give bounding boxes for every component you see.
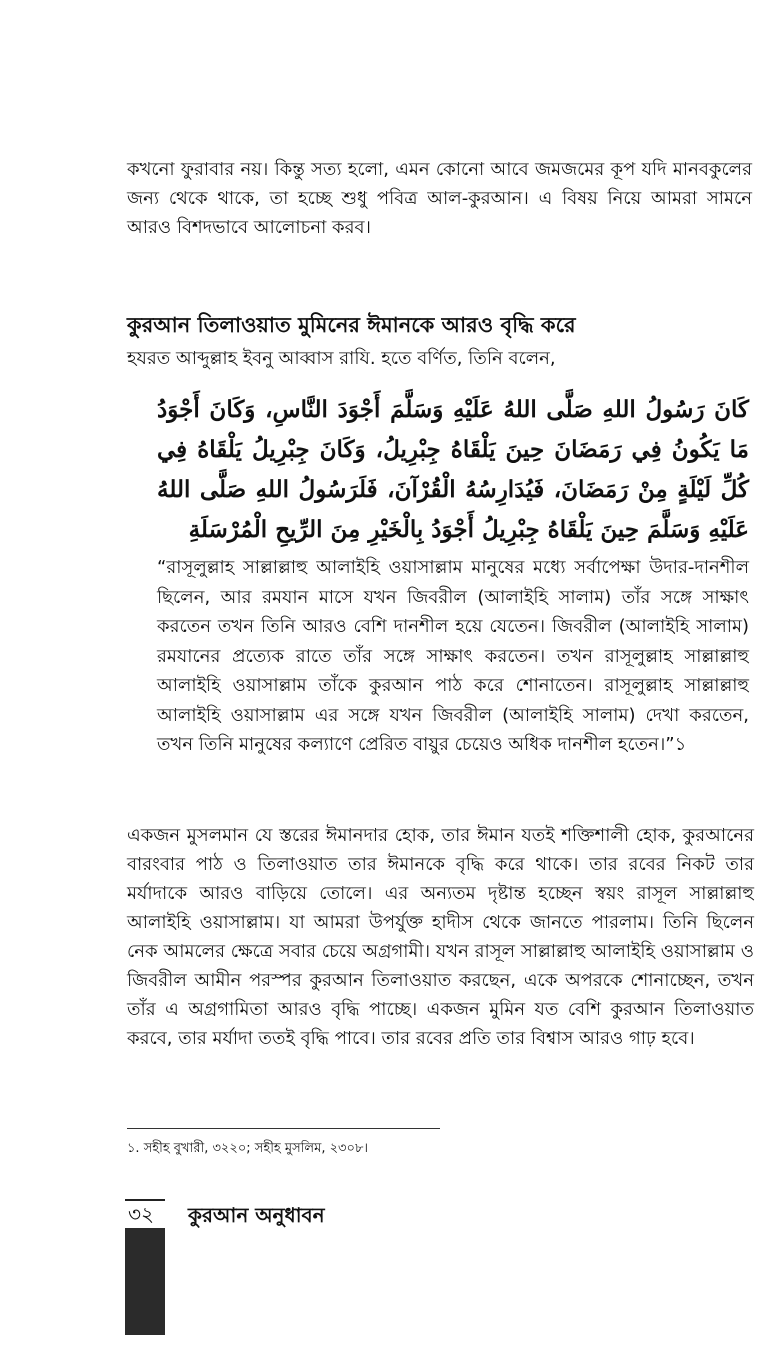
page-edge-tab xyxy=(125,1228,165,1335)
footnote-divider xyxy=(127,1128,440,1129)
hadith-narrator-line: হযরত আব্দুল্লাহ ইবনু আব্বাস রাযি. হতে বর্ণিত, তিনি বলেন, xyxy=(127,348,556,369)
footnote: ১. সহীহ বুখারী, ৩২২০; সহীহ মুসলিম, ২৩০৮। xyxy=(127,1141,369,1156)
running-footer-book-title: কুরআন অনুধাবন xyxy=(188,1203,325,1227)
page-number: ৩২ xyxy=(128,1202,155,1226)
main-paragraph: একজন মুসলমান যে স্তরের ঈমানদার হোক, তার ঈমান যতই শক্তিশালী হোক, কুরআনের বারংবার পাঠ ও তিলাওয়াত তার ঈমানকে বৃদ্ধি করে থাকে। তার রবের নিকট তার মর্যাদাকে আরও বাড়িয়ে তোলে। এর অন্যতম দৃষ্টান্ত হচ্ছেন স্বয়ং রাসূল সাল্লাল্লাহু আলাইহি ওয়াসাল্লাম। যা আমরা উপর্যুক্ত হাদীস থেকে জানতে পারলাম। তিনি ছিলেন নেক আমলের ক্ষেত্রে সবার চেয়ে অগ্রগামী। যখন রাসূল সাল্লাল্লাহু আলাইহি ওয়াসাল্লাম ও জিবরীল আমীন পরস্পর কুরআন তিলাওয়াত করছেন, একে অপরকে শোনাচ্ছেন, তখন তাঁর এ অগ্রগামিতা আরও বৃদ্ধি পাচ্ছে। একজন মুমিন যত বেশি কুরআন তিলাওয়াত করবে, তার মর্যাদা ততই বৃদ্ধি পাবে। তার রবের প্রতি তার বিশ্বাস আরও গাঢ় হবে। xyxy=(127,825,754,1049)
hadith-arabic-text: كَانَ رَسُولُ اللهِ صَلَّى اللهُ عَلَيْهِ وَسَلَّمَ أَجْوَدَ النَّاسِ، وَكَانَ أَجْوَدُ مَا يَكُونُ فِي رَمَضَانَ حِينَ يَلْقَاهُ جِبْرِيلُ، وَكَانَ جِبْرِيلُ يَلْقَاهُ فِي كُلِّ لَيْلَةٍ مِنْ رَمَضَانَ، فَيُدَارِسُهُ الْقُرْآنَ، فَلَرَسُولُ اللهِ صَلَّى اللهُ عَلَيْهِ وَسَلَّمَ حِينَ يَلْقَاهُ جِبْرِيلُ أَجْوَدُ بِالْخَيْرِ مِنَ الرِّيحِ الْمُرْسَلَةِ xyxy=(157,396,749,543)
intro-paragraph: কখনো ফুরাবার নয়। কিন্তু সত্য হলো, এমন কোনো আবে জমজমের কূপ যদি মানবকুলের জন্য থেকে থাকে, তা হচ্ছে শুধু পবিত্র আল-কুরআন। এ বিষয় নিয়ে আমরা সামনে আরও বিশদভাবে আলোচনা করব। xyxy=(127,159,752,238)
hadith-translation: “রাসূলুল্লাহ সাল্লাল্লাহু আলাইহি ওয়াসাল্লাম মানুষের মধ্যে সর্বাপেক্ষা উদার-দানশীল ছিলেন, আর রমযান মাসে যখন জিবরীল (আলাইহি সালাম) তাঁর সঙ্গে সাক্ষাৎ করতেন তখন তিনি আরও বেশি দানশীল হয়ে যেতেন। জিবরীল (আলাইহি সালাম) রমযানের প্রত্যেক রাতে তাঁর সঙ্গে সাক্ষাৎ করতেন। তখন রাসূলুল্লাহ সাল্লাল্লাহু আলাইহি ওয়াসাল্লাম তাঁকে কুরআন পাঠ করে শোনাতেন। রাসূলুল্লাহ সাল্লাল্লাহু আলাইহি ওয়াসাল্লাম এর সঙ্গে যখন জিবরীল (আলাইহি সালাম) দেখা করতেন, তখন তিনি মানুষের কল্যাণে প্রেরিত বায়ুর চেয়েও অধিক দানশীল হতেন।”১ xyxy=(157,557,749,755)
section-heading: কুরআন তিলাওয়াত মুমিনের ঈমানকে আরও বৃদ্ধি করে xyxy=(127,313,576,337)
